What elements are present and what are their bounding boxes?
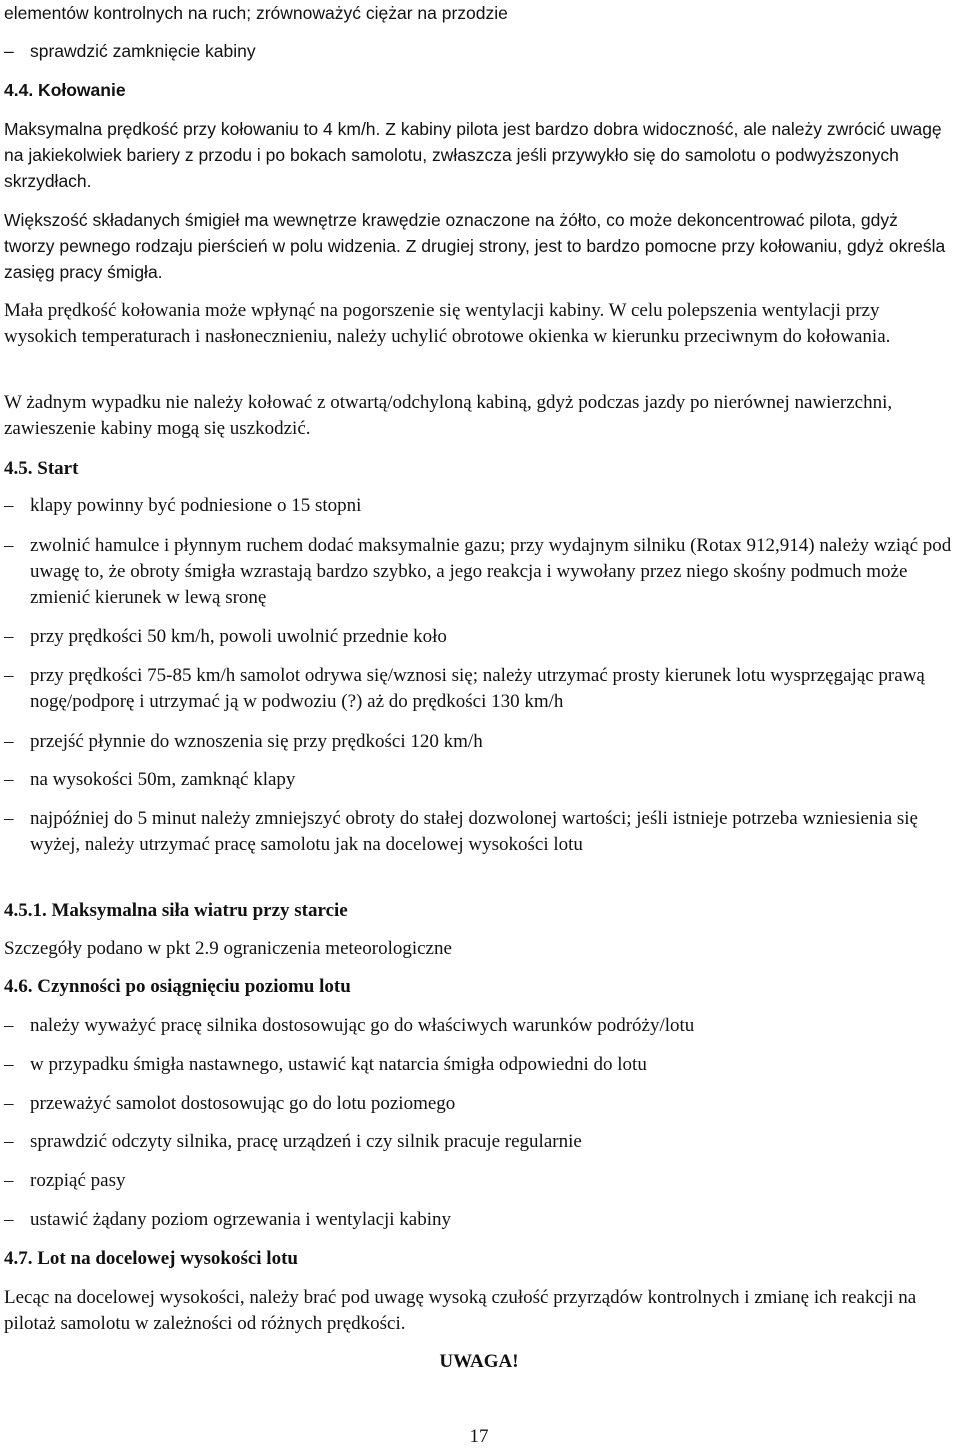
- list-item-text: sprawdzić zamknięcie kabiny: [30, 41, 256, 61]
- list-item: [4, 624, 954, 650]
- paragraph: Mała prędkość kołowania może wpłynąć na pogorszenie się wentylacji kabiny. W celu polepszenia wentylacji przy wysokich temperaturach i nasłonecznieniu, należy uchylić obrotowe okienka w kierunku przeciwnym do kołowania.: [4, 300, 891, 347]
- list-item-text: na wysokości 50m, zamknąć klapy: [30, 769, 296, 790]
- dash-bullet: –: [4, 1093, 14, 1114]
- list-item-text: przeważyć samolot dostosowując go do lotu poziomego: [30, 1093, 456, 1114]
- list-item: [4, 493, 954, 519]
- list-item: [4, 1168, 954, 1194]
- section-heading-4-4: 4.4. Kołowanie: [4, 80, 126, 100]
- warning-label: UWAGA!: [439, 1351, 519, 1372]
- dash-bullet: –: [4, 41, 14, 61]
- list-item: [4, 533, 954, 611]
- paragraph: Większość składanych śmigieł ma wewnętrze krawędzie oznaczone na żółto, co może dekoncentrować pilota, gdyż tworzy pewnego rodzaju pierścień w polu widzenia. Z drugiej strony, jest to bardzo pomocne przy kołowaniu, gdyż określa zasięg pracy śmigła.: [4, 210, 946, 282]
- list-item-text: przejść płynnie do wznoszenia się przy prędkości 120 km/h: [30, 731, 483, 752]
- list-item: [4, 729, 954, 755]
- dash-bullet: –: [4, 1015, 14, 1036]
- list-item-text: zwolnić hamulce i płynnym ruchem dodać maksymalnie gazu; przy wydajnym silniku (Rotax 912,914) należy wziąć pod uwagę to, że obroty śmigła wzrastają bardzo szybko, a jego reakcja i wywołany przez niego skośny podmuch może zmienić kierunek w lewą sronę: [30, 535, 952, 608]
- dash-bullet: –: [4, 535, 14, 556]
- list-item-text: ustawić żądany poziom ogrzewania i wentylacji kabiny: [30, 1209, 452, 1230]
- list-item: [4, 663, 954, 715]
- list-item-text: w przypadku śmigła nastawnego, ustawić kąt natarcia śmigła odpowiedni do lotu: [30, 1054, 647, 1075]
- list-item-text: najpóźniej do 5 minut należy zmniejszyć obroty do stałej dozwolonej wartości; jeśli istnieje potrzeba wzniesienia się wyżej, należy utrzymać pracę samolotu jak na docelowej wysokości lotu: [30, 808, 918, 855]
- dash-bullet: –: [4, 1170, 14, 1191]
- section-heading-4-6: 4.6. Czynności po osiągnięciu poziomu lotu: [4, 976, 351, 997]
- list-item: [4, 38, 954, 64]
- list-item-text: przy prędkości 75-85 km/h samolot odrywa się/wznosi się; należy utrzymać prosty kierunek lotu wysprzęgając prawą nogę/podporę i utrzymać ją w podwoziu (?) aż do prędkości 130 km/h: [30, 665, 925, 712]
- dash-bullet: –: [4, 731, 14, 752]
- list-item: [4, 767, 954, 793]
- section-heading-4-5: 4.5. Start: [4, 458, 79, 479]
- paragraph: Maksymalna prędkość przy kołowaniu to 4 km/h. Z kabiny pilota jest bardzo dobra widoczność, ale należy zwrócić uwagę na jakiekolwiek bariery z przodu i po bokach samolotu, zwłaszcza jeśli przywykło się do samolotu o podwyższonych skrzydłach.: [4, 119, 942, 191]
- dash-bullet: –: [4, 626, 14, 647]
- list-item-text: przy prędkości 50 km/h, powoli uwolnić przednie koło: [30, 626, 447, 647]
- list-item: [4, 1052, 954, 1078]
- dash-bullet: –: [4, 1054, 14, 1075]
- list-item-text: należy wyważyć pracę silnika dostosowując go do właściwych warunków podróży/lotu: [30, 1015, 695, 1036]
- paragraph: Lecąc na docelowej wysokości, należy brać pod uwagę wysoką czułość przyrządów kontrolnych i zmianę ich reakcji na pilotaż samolotu w zależności od różnych prędkości.: [4, 1287, 917, 1334]
- dash-bullet: –: [4, 495, 14, 516]
- page-number: 17: [469, 1426, 489, 1447]
- section-heading-4-5-1: 4.5.1. Maksymalna siła wiatru przy starcie: [4, 900, 348, 921]
- list-item: [4, 806, 954, 858]
- list-item-text: sprawdzić odczyty silnika, pracę urządzeń i czy silnik pracuje regularnie: [30, 1131, 582, 1152]
- dash-bullet: –: [4, 1209, 14, 1230]
- list-item: [4, 1013, 954, 1039]
- list-item-text: rozpiąć pasy: [30, 1170, 126, 1191]
- list-item-text: klapy powinny być podniesione o 15 stopni: [30, 495, 362, 516]
- dash-bullet: –: [4, 1131, 14, 1152]
- dash-bullet: –: [4, 665, 14, 686]
- text-line: Szczegóły podano w pkt 2.9 ograniczenia meteorologiczne: [4, 938, 452, 959]
- section-heading-4-7: 4.7. Lot na docelowej wysokości lotu: [4, 1248, 298, 1269]
- list-item: [4, 1207, 954, 1233]
- list-item: [4, 1129, 954, 1155]
- dash-bullet: –: [4, 769, 14, 790]
- dash-bullet: –: [4, 808, 14, 829]
- text-line: elementów kontrolnych na ruch; zrównoważyć ciężar na przodzie: [4, 3, 508, 23]
- paragraph: W żadnym wypadku nie należy kołować z otwartą/odchyloną kabiną, gdyż podczas jazdy po nierównej nawierzchni, zawieszenie kabiny mogą się uszkodzić.: [4, 392, 893, 439]
- list-item: [4, 1091, 954, 1117]
